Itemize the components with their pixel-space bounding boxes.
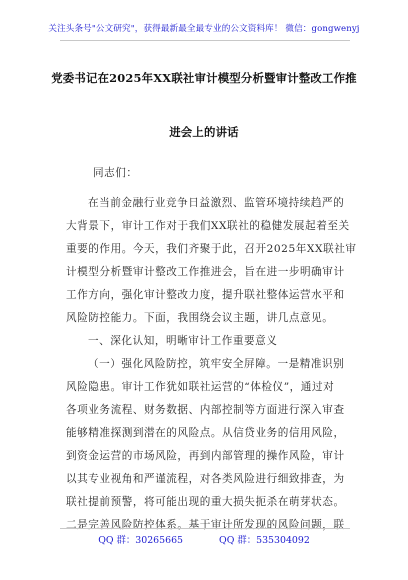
paragraph-line: 大背景下，审计工作对于我们XX联社的稳健发展起着至关 — [66, 220, 350, 232]
paragraph-line: （一）强化风险防控，筑牢安全屏障。一是精准识别 — [88, 358, 345, 370]
footer-divider — [60, 528, 350, 529]
paragraph-line: 风险隐患。审计工作犹如联社运营的“体检仪”，通过对 — [66, 381, 335, 393]
qq-group-2: QQ 群：535304092 — [219, 535, 310, 546]
section-heading: 一、深化认知，明晰审计工作重要意义 — [88, 335, 278, 347]
paragraph-line: 工作方向，强化审计整改力度，提升联社整体运营水平和 — [66, 289, 345, 301]
paragraph-line: 重要的作用。今天，我们齐聚于此，召开2025年XX联社审 — [66, 243, 357, 255]
paragraph-line: 到资金运营的市场风险，再到内部管理的操作风险，审计 — [66, 450, 345, 462]
document-title-continued: 进会上的讲话 — [169, 125, 239, 139]
header-divider — [60, 40, 350, 41]
paragraph-line: 能够精准探测到潜在的风险点。从信贷业务的信用风险， — [66, 427, 345, 439]
paragraph-line: 以其专业视角和严谨流程，对各类风险进行细致排查，为 — [66, 473, 345, 485]
paragraph-line: 各项业务流程、财务数据、内部控制等方面进行深入审查 — [66, 404, 345, 416]
paragraph-line: 二是完善风险防控体系。基于审计所发现的风险问题，联 — [66, 519, 345, 531]
header-banner: 关注头条号"公文研究"，获得最新最全最专业的公文资料库！ 微信：gongwenyj — [48, 24, 360, 34]
paragraph-line: 联社提前预警，将可能出现的重大损失扼杀在萌芽状态。 — [66, 496, 345, 508]
document-title: 党委书记在2025年XX联社审计模型分析暨审计整改工作推 — [51, 71, 357, 85]
footer — [0, 532, 408, 546]
paragraph-line: 在当前金融行业竞争日益激烈、监管环境持续趋严的 — [88, 197, 345, 209]
paragraph-line: 计模型分析暨审计整改工作推进会，旨在进一步明确审计 — [66, 266, 345, 278]
paragraph-line: 风险防控能力。下面，我围绕会议主题，讲几点意见。 — [66, 312, 334, 324]
qq-group-1: QQ 群：30265665 — [98, 535, 184, 546]
salutation: 同志们： — [93, 167, 138, 179]
